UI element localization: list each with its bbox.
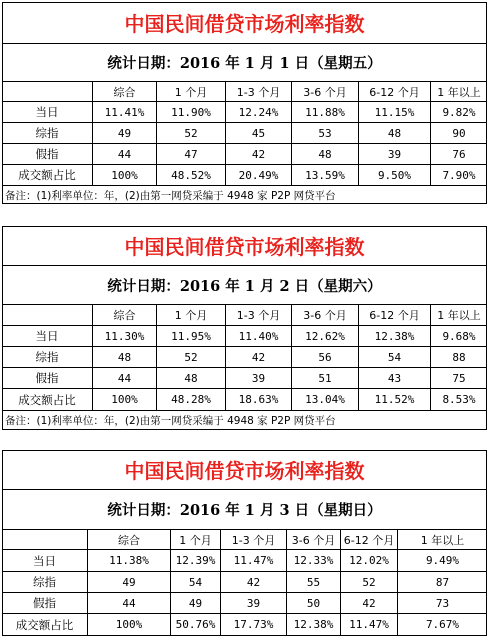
data-cell: 48	[157, 368, 226, 388]
data-cell: 11.38%	[88, 550, 171, 571]
data-cell: 11.52%	[359, 389, 431, 410]
rate-index-table-2	[2, 226, 487, 430]
table-row	[2, 572, 487, 593]
table-date: 统计日期：2016 年 1 月 3 日（星期日）	[2, 490, 487, 530]
data-cell: 11.88%	[292, 102, 359, 122]
table-row	[2, 550, 487, 572]
data-cell: 55	[287, 572, 341, 592]
data-cell: 13.59%	[292, 165, 359, 185]
data-cell: 42	[341, 593, 398, 613]
data-cell: 12.02%	[341, 550, 398, 571]
header-cell-1-3m: 1-3 个月	[226, 82, 292, 101]
data-cell: 11.47%	[341, 614, 398, 635]
row-label: 假指	[2, 593, 88, 613]
header-cell-1-3m: 1-3 个月	[221, 530, 287, 549]
data-cell: 12.33%	[287, 550, 341, 571]
header-cell-1m: 1 个月	[157, 82, 226, 101]
rate-index-table-1	[2, 2, 487, 204]
data-cell: 48	[93, 347, 157, 367]
data-cell: 11.15%	[359, 102, 431, 122]
data-cell: 50.76%	[171, 614, 221, 635]
row-label: 当日	[2, 550, 88, 571]
data-cell: 100%	[93, 389, 157, 410]
data-cell: 11.95%	[157, 326, 226, 346]
data-cell: 42	[226, 144, 292, 164]
data-cell: 49	[171, 593, 221, 613]
data-cell: 12.38%	[359, 326, 431, 346]
data-cell: 8.53%	[442, 393, 476, 406]
row-label: 成交额占比	[2, 165, 93, 185]
data-cell: 90	[452, 126, 466, 140]
header-row	[2, 305, 487, 326]
data-cell: 11.40%	[226, 326, 292, 346]
data-cell: 11.47%	[221, 550, 287, 571]
table-row	[2, 326, 487, 347]
data-cell: 54	[359, 347, 431, 367]
table-row	[2, 123, 487, 144]
row-label: 假指	[2, 144, 93, 164]
data-cell: 54	[171, 572, 221, 592]
table-row	[2, 389, 487, 411]
data-cell: 12.39%	[171, 550, 221, 571]
data-cell: 11.90%	[157, 102, 226, 122]
data-cell: 100%	[93, 165, 157, 185]
header-cell-6-12m: 6-12 个月	[359, 305, 431, 325]
row-label: 综指	[2, 572, 88, 592]
header-cell-composite: 综合	[93, 82, 157, 101]
data-cell: 9.68%	[442, 329, 476, 343]
header-cell-composite: 综合	[93, 305, 157, 325]
data-cell: 7.67%	[425, 618, 460, 631]
data-cell: 39	[221, 593, 287, 613]
table-row	[2, 593, 487, 614]
data-cell: 49	[93, 123, 157, 143]
data-cell: 12.62%	[292, 326, 359, 346]
data-cell: 87	[435, 575, 450, 589]
data-cell: 50	[287, 593, 341, 613]
row-label: 综指	[2, 123, 93, 143]
data-cell: 42	[221, 572, 287, 592]
header-cell-1y-plus: 1 年以上	[420, 533, 465, 547]
table-row	[2, 347, 487, 368]
table-date: 统计日期：2016 年 1 月 2 日（星期六）	[2, 266, 487, 305]
data-cell: 48.28%	[157, 389, 226, 410]
data-cell: 51	[292, 368, 359, 388]
header-cell-blank	[2, 305, 93, 325]
data-cell: 75	[452, 371, 466, 385]
data-cell: 13.04%	[292, 389, 359, 410]
data-cell: 52	[157, 123, 226, 143]
header-cell-1y-plus: 1 年以上	[437, 309, 481, 322]
data-cell: 88	[452, 350, 466, 364]
data-cell: 9.50%	[359, 165, 431, 185]
data-cell: 45	[226, 123, 292, 143]
header-cell-composite: 综合	[88, 530, 171, 549]
data-cell: 11.41%	[93, 102, 157, 122]
data-cell: 100%	[88, 614, 171, 635]
row-label: 当日	[2, 326, 93, 346]
data-cell: 9.82%	[442, 105, 476, 119]
row-label: 当日	[2, 102, 93, 122]
table-note: 备注：(1)利率单位：年，(2)由第一网贷采编于 4948 家 P2P 网贷平台	[5, 415, 336, 427]
data-cell: 18.63%	[226, 389, 292, 410]
data-cell: 42	[226, 347, 292, 367]
header-cell-1m: 1 个月	[157, 305, 226, 325]
table-title: 中国民间借贷市场利率指数	[2, 2, 487, 44]
table-date: 统计日期：2016 年 1 月 1 日（星期五）	[2, 44, 487, 82]
data-cell: 48	[359, 123, 431, 143]
data-cell: 39	[226, 368, 292, 388]
data-cell: 56	[292, 347, 359, 367]
data-cell: 43	[359, 368, 431, 388]
header-cell-1-3m: 1-3 个月	[226, 305, 292, 325]
header-cell-blank	[2, 530, 88, 549]
data-cell: 73	[435, 596, 450, 610]
data-cell: 47	[157, 144, 226, 164]
header-cell-blank	[2, 82, 93, 101]
data-cell: 52	[157, 347, 226, 367]
table-row	[2, 144, 487, 165]
row-label: 成交额占比	[2, 614, 88, 635]
table-row	[2, 165, 487, 186]
row-label: 综指	[2, 347, 93, 367]
data-cell: 7.90%	[442, 168, 476, 182]
data-cell: 44	[93, 144, 157, 164]
data-cell: 11.30%	[93, 326, 157, 346]
data-cell: 44	[88, 593, 171, 613]
data-cell: 12.38%	[287, 614, 341, 635]
header-row	[2, 82, 487, 102]
data-cell: 48.52%	[157, 165, 226, 185]
data-cell: 39	[359, 144, 431, 164]
data-cell: 9.49%	[425, 554, 460, 567]
data-cell: 53	[292, 123, 359, 143]
data-cell: 12.24%	[226, 102, 292, 122]
data-cell: 20.49%	[226, 165, 292, 185]
header-cell-1m: 1 个月	[171, 530, 221, 549]
header-row	[2, 530, 487, 550]
table-row	[2, 368, 487, 389]
data-cell: 17.73%	[221, 614, 287, 635]
header-cell-3-6m: 3-6 个月	[287, 530, 341, 549]
data-cell: 48	[292, 144, 359, 164]
table-row	[2, 102, 487, 123]
rate-index-table-3	[2, 450, 487, 636]
data-cell: 76	[452, 147, 466, 161]
data-cell: 52	[341, 572, 398, 592]
row-label: 假指	[2, 368, 93, 388]
row-label: 成交额占比	[2, 389, 93, 410]
table-title: 中国民间借贷市场利率指数	[2, 226, 487, 266]
data-cell: 49	[88, 572, 171, 592]
header-cell-3-6m: 3-6 个月	[292, 82, 359, 101]
header-cell-1y-plus: 1 年以上	[437, 85, 481, 99]
header-cell-6-12m: 6-12 个月	[359, 82, 431, 101]
table-row	[2, 614, 487, 636]
table-title: 中国民间借贷市场利率指数	[2, 450, 487, 490]
table-note: 备注：(1)利率单位：年，(2)由第一网贷采编于 4948 家 P2P 网贷平台	[5, 189, 336, 202]
data-cell: 44	[93, 368, 157, 388]
header-cell-3-6m: 3-6 个月	[292, 305, 359, 325]
header-cell-6-12m: 6-12 个月	[341, 530, 398, 549]
